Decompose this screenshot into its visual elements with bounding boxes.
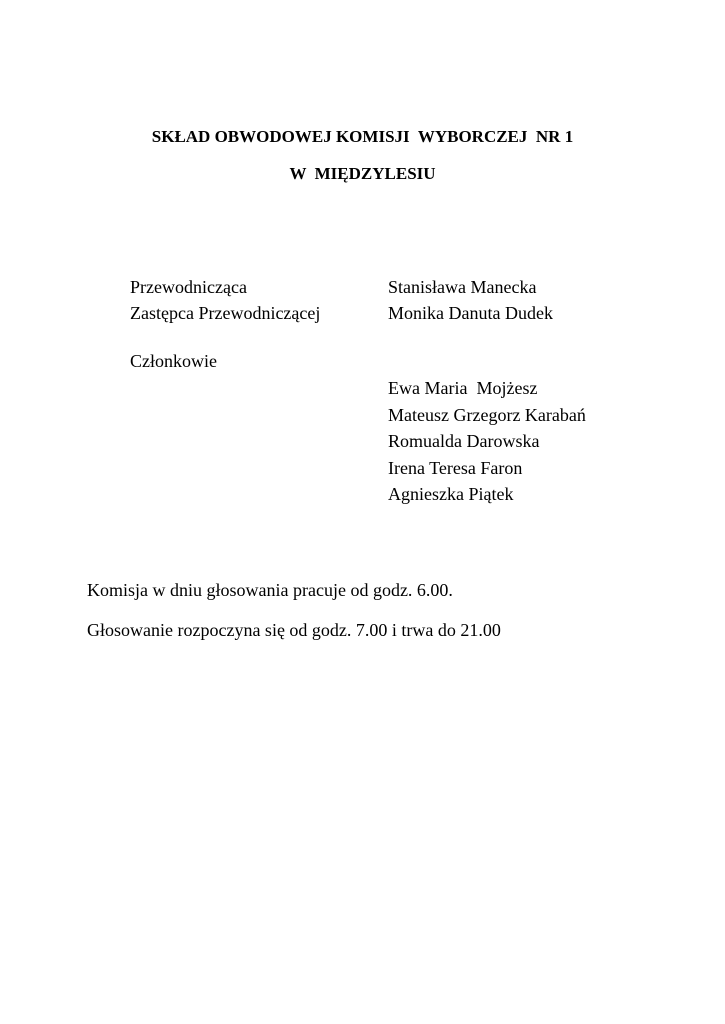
member-item: Agnieszka Piątek: [388, 484, 514, 504]
member-item: Romualda Darowska: [388, 431, 540, 451]
voting-hours-note: Głosowanie rozpoczyna się od godz. 7.00 i trwa do 21.00: [87, 620, 501, 640]
member-item: Mateusz Grzegorz Karabań: [388, 404, 586, 425]
document-subtitle: W MIĘDZYLESIU: [289, 164, 436, 183]
working-hours-note: Komisja w dniu głosowania pracuje od godz. 6.00.: [87, 580, 453, 600]
members-list: [388, 375, 586, 508]
chair-name: Stanisława Manecka: [388, 277, 537, 297]
members-role-label: Członkowie: [130, 351, 217, 371]
member-item: Irena Teresa Faron: [388, 457, 523, 478]
chair-role-label: Przewodnicząca: [130, 277, 247, 297]
member-item: Ewa Maria Mojżesz: [388, 378, 538, 398]
deputy-role-label: Zastępca Przewodniczącej: [130, 303, 321, 323]
deputy-name: Monika Danuta Dudek: [388, 303, 553, 323]
document-title: SKŁAD OBWODOWEJ KOMISJI WYBORCZEJ NR 1: [151, 127, 574, 146]
